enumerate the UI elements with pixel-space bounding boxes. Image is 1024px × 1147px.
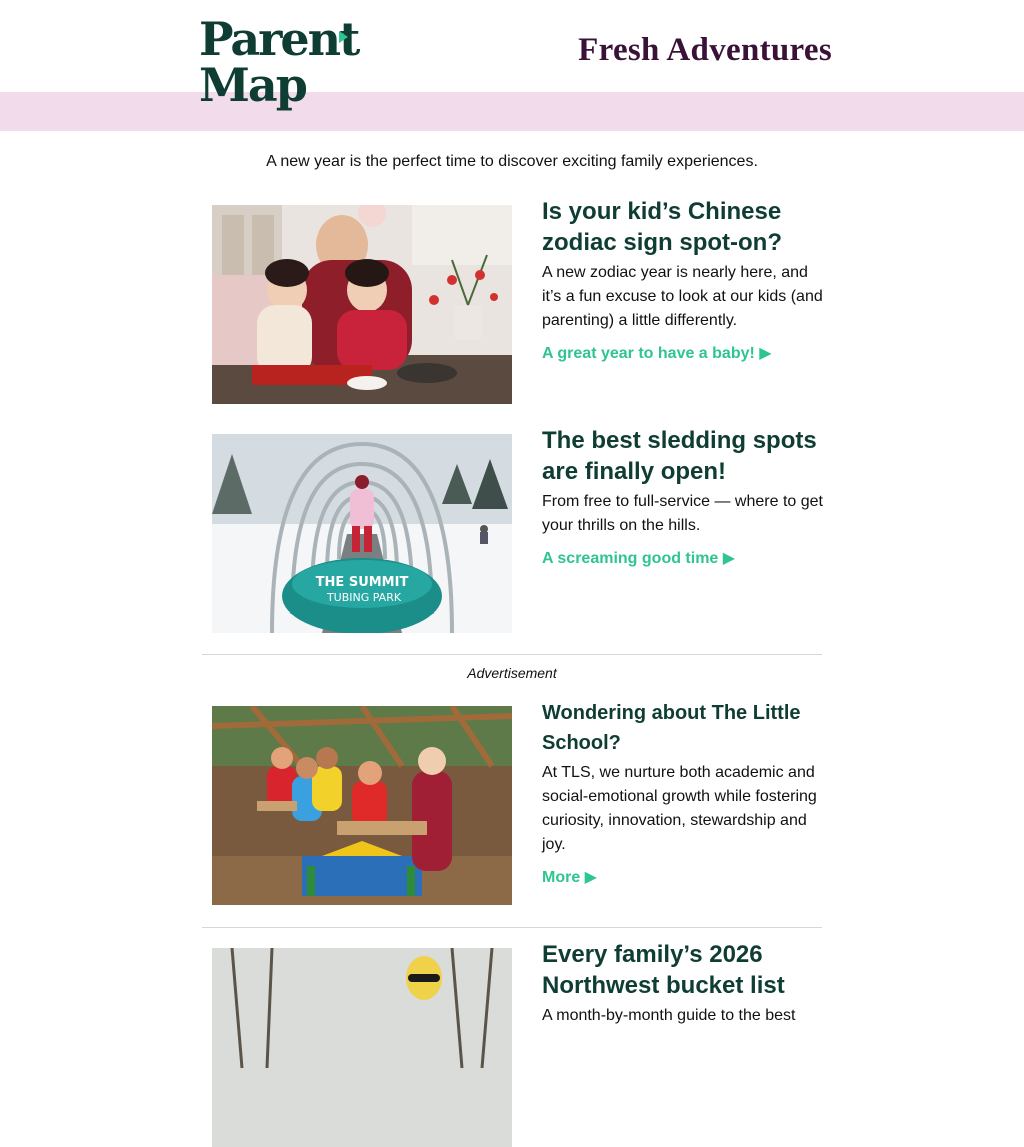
story-cta-link[interactable]: A great year to have a baby! ▶ [542,345,772,362]
advertisement-label: Advertisement [467,665,557,681]
family-zodiac-photo[interactable] [212,205,512,404]
story-text [542,939,824,1028]
story-text [542,425,824,568]
story-title[interactable]: Every family’s 2026 Northwest bucket list [542,941,785,999]
tube-brand-line-2: TUBING PARK [326,591,402,604]
story-title[interactable]: Wondering about The Little School? [542,702,801,754]
story-title[interactable]: The best sledding spots are finally open! [542,427,817,485]
sledding-tubing-photo[interactable] [212,434,512,633]
header-band [0,92,1024,131]
story-text [542,698,824,887]
bucket-list-photo[interactable] [212,948,512,1147]
header [0,0,1024,112]
divider [202,654,822,655]
story-body: A new zodiac year is nearly here, and it’s a fun excuse to look at our kids (and parenting) a little differently. [542,264,823,329]
logo-line-2: Map [199,58,306,112]
story-cta-link[interactable]: More ▶ [542,869,597,886]
story-body: A month-by-month guide to the best [542,1007,796,1024]
divider [202,927,822,928]
story-text [542,196,824,363]
parentmap-logo[interactable] [199,12,359,120]
play-icon [339,31,348,43]
story-title[interactable]: Is your kid’s Chinese zodiac sign spot-on? [542,198,782,256]
tube-brand-line-1: THE SUMMIT [315,575,409,590]
newsletter-title: Fresh Adventures [578,32,832,68]
story-cta-link[interactable]: A screaming good time ▶ [542,550,736,567]
story-body: From free to full-service — where to get your thrills on the hills. [542,493,823,534]
story-body: At TLS, we nurture both academic and social-emotional growth while fostering curiosity, innovation, stewardship and joy. [542,764,817,853]
intro-text: A new year is the perfect time to discover exciting family experiences. [266,153,758,170]
school-kids-photo[interactable] [212,706,512,905]
logo-line-1: Parent [199,12,359,66]
